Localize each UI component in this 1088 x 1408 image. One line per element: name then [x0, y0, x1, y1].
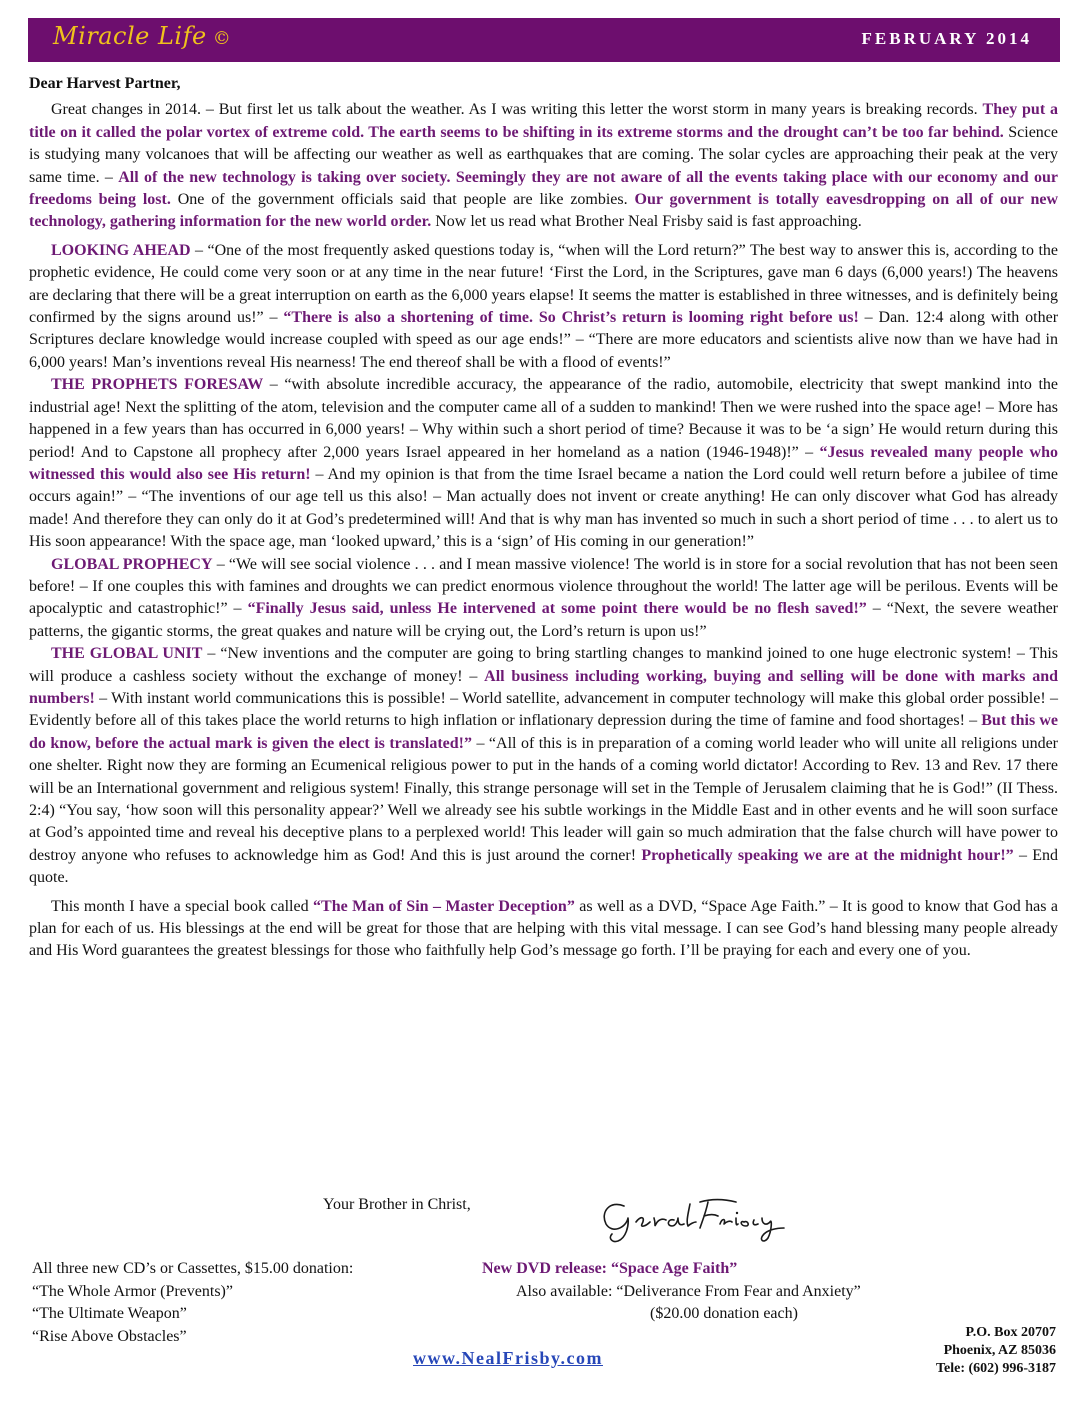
cd-title: “The Whole Armor (Prevents)” — [32, 1282, 233, 1300]
highlighted-text: “Jesus revealed many people who witnessed this would also see His return! — [29, 443, 1058, 483]
signature — [596, 1194, 796, 1244]
body-text: – “Next, the severe weather patterns, the gigantic storms, the great quakes and nature will be crying out, the Lord’s return is upon us!” — [29, 600, 1059, 640]
body-text: – “New inventions and the computer are going to bring startling changes to mankind joined to one huge electronic system! – This will produce a cashless society without the exchange of money! – — [29, 645, 1058, 685]
body-text: Great changes in 2014. – But first let us talk about the weather. As I was writing this letter the worst storm in many years is breaking records. — [51, 101, 983, 119]
mailing-address — [936, 1324, 1056, 1378]
highlighted-text: Our government is totally eavesdropping on all of our new technology, gathering information for the new world order. — [29, 191, 1059, 231]
body-text: This month I have a special book called — [51, 897, 314, 915]
masthead-logo: Miracle Life © — [53, 22, 232, 50]
city-state: Phoenix, AZ 85036 — [943, 1343, 1056, 1358]
dvd-offer — [482, 1258, 942, 1326]
closing-line: Your Brother in Christ, — [323, 1196, 471, 1213]
letter-paragraph — [29, 896, 1058, 963]
cd-offer — [32, 1258, 353, 1348]
letter-paragraphs — [29, 99, 1058, 962]
highlighted-text: GLOBAL PROPHECY — [51, 555, 213, 573]
body-text: One of the government officials said that people are like zombies. — [170, 191, 635, 209]
highlighted-text: They put a title on it called the polar vortex of extreme cold. The earth seems to be shifting in its extreme storms and the drought can’t be too far behind. — [29, 101, 1059, 141]
also-available: Also available: “Deliverance From Fear and Anxiety” — [516, 1282, 861, 1300]
letter-paragraph — [29, 643, 1058, 889]
telephone: Tele: (602) 996-3187 — [935, 1361, 1056, 1376]
letter-paragraph — [29, 99, 1058, 233]
letter-paragraph — [29, 374, 1058, 553]
website-link[interactable]: www.NealFrisby.com — [413, 1348, 603, 1368]
body-text: Science is studying many volcanoes that will be affecting our weather as well as earthquakes that are coming. The solar cycles are approaching their peak at the very same time. – — [29, 123, 1058, 186]
body-text: as well as a DVD, “Space Age Faith.” – It is good to know that God has a plan for each of us. His blessings at the end will be great for those that are helping with this vital message. I can see God’s hand blessing many people already and His Word guarantees the greatest blessings for those who faithfully help God’s message go forth. I’ll be praying for each and every one of you. — [29, 897, 1058, 960]
masthead — [28, 18, 1060, 62]
dvd-release-title: New DVD release: “Space Age Faith” — [482, 1260, 738, 1277]
highlighted-text: “Finally Jesus said, unless He intervened at some point there would be no flesh saved!” — [247, 600, 867, 618]
letter-paragraph — [29, 240, 1058, 374]
body-text: Now let us read what Brother Neal Frisby said is fast approaching. — [431, 213, 862, 231]
highlighted-text: “There is also a shortening of time. So Christ’s return is looming right before us! — [283, 309, 859, 327]
po-box: P.O. Box 20707 — [965, 1325, 1056, 1340]
dvd-price: ($20.00 donation each) — [650, 1305, 798, 1322]
highlighted-text: THE PROPHETS FORESAW — [51, 376, 264, 394]
highlighted-text: THE GLOBAL UNIT — [51, 645, 203, 663]
cd-title: “Rise Above Obstacles” — [32, 1327, 187, 1345]
letter-body — [29, 73, 1058, 963]
body-text: – “with absolute incredible accuracy, the appearance of the radio, automobile, electricity that swept mankind into the industrial age! Next the splitting of the atom, television and the computer came all of a sudden to mankind! Then we were rushed into the space age! – More has happened in a few years than has occurred in 6,000 years! – Why within such a short period of time? Because it was to be ‘a sign’ He would return during this period! And to Capstone all prophecy after 2,000 years Israel appeared in her homeland as a nation (1946-1948)!” – — [29, 376, 1058, 461]
body-text: – “We will see social violence . . . and I mean massive violence! The world is in store for a social revolution that has not been seen before! – If one couples this with famines and droughts we can predict enormous violence throughout the world! The latter age will be perilous. Events will be apocalyptic and catastrophic!” – — [29, 555, 1058, 618]
highlighted-text: Prophetically speaking we are at the midnight hour!” — [641, 846, 1014, 864]
body-text: – “All of this is in preparation of a coming world leader who will unite all religions under one shelter. Right now they are forming an Ecumenical religious power to put in the hands of a coming world dictator! According to Rev. 13 and Rev. 17 there will be an International government and religious system! Finally, this strange personage will set in the Temple of Jerusalem claiming that he is God!” (II Thess. 2:4) “You say, ‘how soon will this personality appear?’ Well we already see his subtle workings in the Middle East and in other events and he will soon surface at God’s appointed time and reveal his deceptive plans to a perplexed world! This leader will gain so much admiration that the false church will have power to destroy anyone who refuses to acknowledge him as God! And this is just around the corner! — [29, 734, 1059, 864]
highlighted-text: “The Man of Sin – Master Deception” — [313, 897, 575, 915]
highlighted-text: But this we do know, before the actual mark is given the elect is translated!” — [29, 712, 1058, 752]
cd-title: “The Ultimate Weapon” — [32, 1305, 187, 1322]
body-text: – And my opinion is that from the time Israel became a nation the Lord could well return before a jubilee of time occurs again!” – “The inventions of our age tell us this also! – Man actually does not invent or create anything! He can only discover what God has already made! And therefore they can only do it at God’s predetermined will! And that is why man has invented so much in such a short period of time . . . to alert us to His soon appearance! With the space age, man ‘looked upward,’ this is a ‘sign’ of His coming in our generation!” — [29, 465, 1058, 551]
cd-offer-heading: All three new CD’s or Cassettes, $15.00 donation: — [32, 1260, 354, 1277]
body-text: – End quote. — [29, 846, 1058, 887]
body-text: – Dan. 12:4 along with other Scriptures declare knowledge would increase coupled with speed as our age ends!” – “There are more educators and scientists alive now than we have had in 6,000 years! Man’s inventions reveal His nearness! The end thereof shall be with a flood of events!” — [29, 309, 1059, 371]
letter-paragraph — [29, 554, 1058, 644]
issue-date: FEBRUARY 2014 — [861, 29, 1032, 48]
body-text: – “One of the most frequently asked questions today is, “when will the Lord return?” The best way to answer this is, according to the prophetic evidence, He could come very soon or at any time in the near future! ‘First the Lord, in the Scriptures, gave man 6 days (6,000 years!) The heavens are declaring that there will be a great interruption on earth as the 6,000 years elapse! It seems the matter is established in three witnesses, and is definitely being confirmed by the signs around us!” – — [29, 241, 1058, 327]
highlighted-text: LOOKING AHEAD — [51, 241, 191, 259]
salutation: Dear Harvest Partner, — [29, 75, 181, 92]
highlighted-text: All of the new technology is taking over society. Seemingly they are not aware of all the events taking place with our economy and our freedoms being lost. — [29, 168, 1059, 209]
body-text: – With instant world communications this is possible! – World satellite, advancement in computer technology will make this global order possible! – Evidently before all of this takes place the world returns to high inflation or inflationary depression during the time of famine and food shortages! – — [29, 689, 1058, 730]
copyright-mark: © — [212, 28, 232, 49]
highlighted-text: All business including working, buying and selling will be done with marks and numbers! — [29, 667, 1058, 707]
